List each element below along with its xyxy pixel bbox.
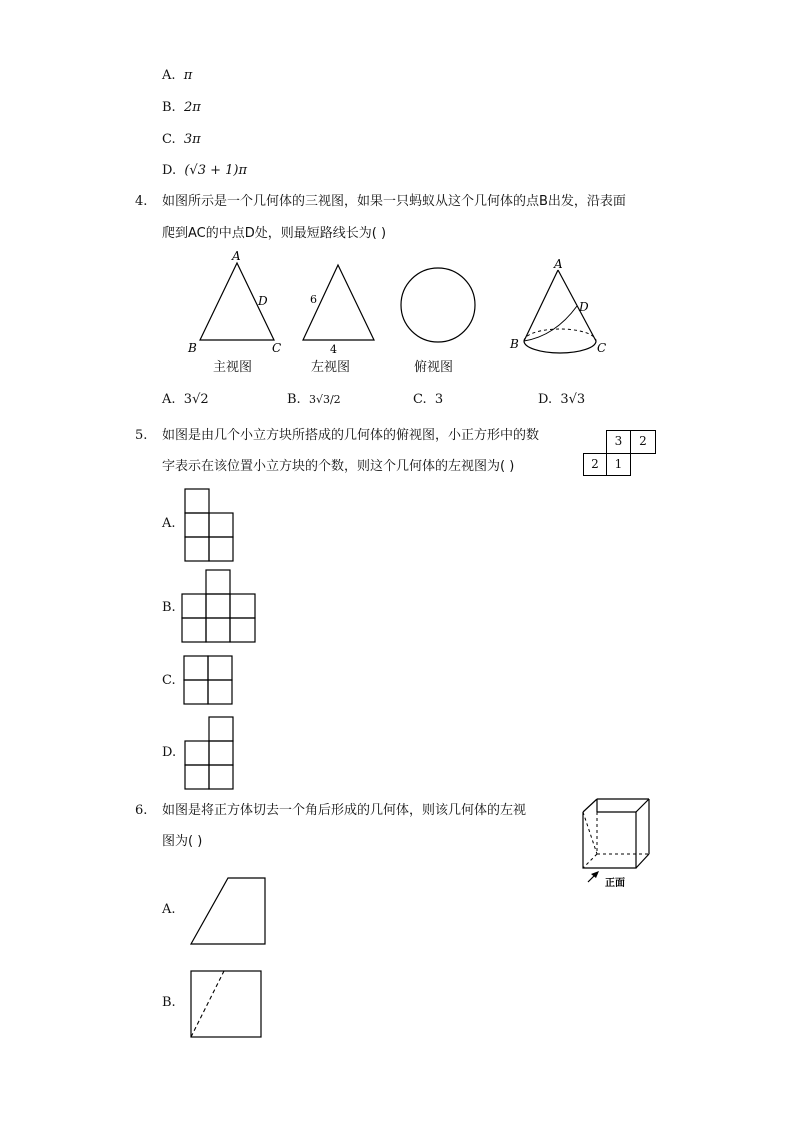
grid-cell-bottom-mid: 1	[606, 453, 631, 476]
q6-stem-line1: 如图是将正方体切去一个角后形成的几何体，则该几何体的左视	[162, 803, 527, 818]
label-d: D	[258, 294, 268, 308]
q4-option-a[interactable]: A. 3√2	[162, 392, 209, 407]
q5-option-d-letter[interactable]: D.	[162, 745, 177, 760]
q6-stem-line2: 图为( )	[162, 834, 203, 849]
q5-option-b-figure[interactable]	[181, 569, 259, 644]
q5-stem-line1: 如图是由几个小立方块所搭成的几何体的俯视图，小正方形中的数	[162, 428, 540, 443]
q5-option-a-letter[interactable]: A.	[162, 516, 176, 531]
q3-option-c[interactable]: C. 3π	[162, 132, 201, 147]
q6-option-b-figure[interactable]	[190, 970, 264, 1040]
q5-option-b-letter[interactable]: B.	[162, 600, 176, 615]
q6-number: 6.	[135, 803, 148, 818]
q5-option-c-figure[interactable]	[183, 655, 235, 707]
q5-option-c-letter[interactable]: C.	[162, 673, 176, 688]
caption-front-view: 主视图	[213, 360, 253, 375]
q4-option-d[interactable]: D. 3√3	[538, 392, 586, 407]
label-base-length: 4	[330, 343, 337, 356]
q3-option-d[interactable]: D. (√3 + 1)π	[162, 163, 248, 178]
grid-cell-top-mid: 3	[606, 430, 631, 454]
q4-number: 4.	[135, 194, 148, 209]
grid-cell-top-right: 2	[630, 430, 656, 454]
cone-label-d: D	[579, 300, 589, 314]
q6-cut-cube-figure	[575, 794, 665, 894]
q4-option-c[interactable]: C. 3	[413, 392, 444, 407]
q4-front-view-figure	[180, 248, 290, 358]
q5-stem-line2: 字表示在该位置小立方块的个数，则这个几何体的左视图为( )	[162, 459, 515, 474]
top-view-circle	[401, 268, 475, 342]
front-label: 正面	[605, 878, 625, 889]
cone-label-b: B	[510, 337, 519, 351]
q4-stem-line2: 爬到AC的中点D处，则最短路线长为( )	[162, 226, 387, 241]
q4-option-b[interactable]: B. 3√3/2	[287, 392, 341, 407]
q4-top-view-figure	[398, 264, 480, 346]
q6-option-b-letter[interactable]: B.	[162, 995, 176, 1010]
q3-option-b[interactable]: B. 2π	[162, 100, 201, 115]
q5-option-d-figure[interactable]	[184, 716, 236, 791]
label-c: C	[272, 341, 282, 355]
q3-option-a[interactable]: A. π	[162, 68, 193, 83]
q4-cone-figure	[505, 254, 620, 359]
q5-number: 5.	[135, 428, 148, 443]
cone-label-c: C	[597, 341, 607, 355]
label-b: B	[188, 341, 197, 355]
caption-left-view: 左视图	[311, 360, 351, 375]
label-a: A	[232, 249, 241, 263]
q4-left-view-figure	[295, 258, 385, 358]
grid-cell-bottom-left: 2	[583, 453, 607, 476]
q4-stem-line1: 如图所示是一个几何体的三视图，如果一只蚂蚁从这个几何体的点B出发，沿表面	[162, 194, 626, 209]
caption-top-view: 俯视图	[414, 360, 454, 375]
cone-label-a: A	[554, 257, 563, 271]
q5-option-a-figure[interactable]	[184, 488, 236, 563]
q6-option-a-letter[interactable]: A.	[162, 902, 176, 917]
label-side-length: 6	[310, 293, 317, 306]
q6-option-a-figure[interactable]	[190, 877, 268, 947]
